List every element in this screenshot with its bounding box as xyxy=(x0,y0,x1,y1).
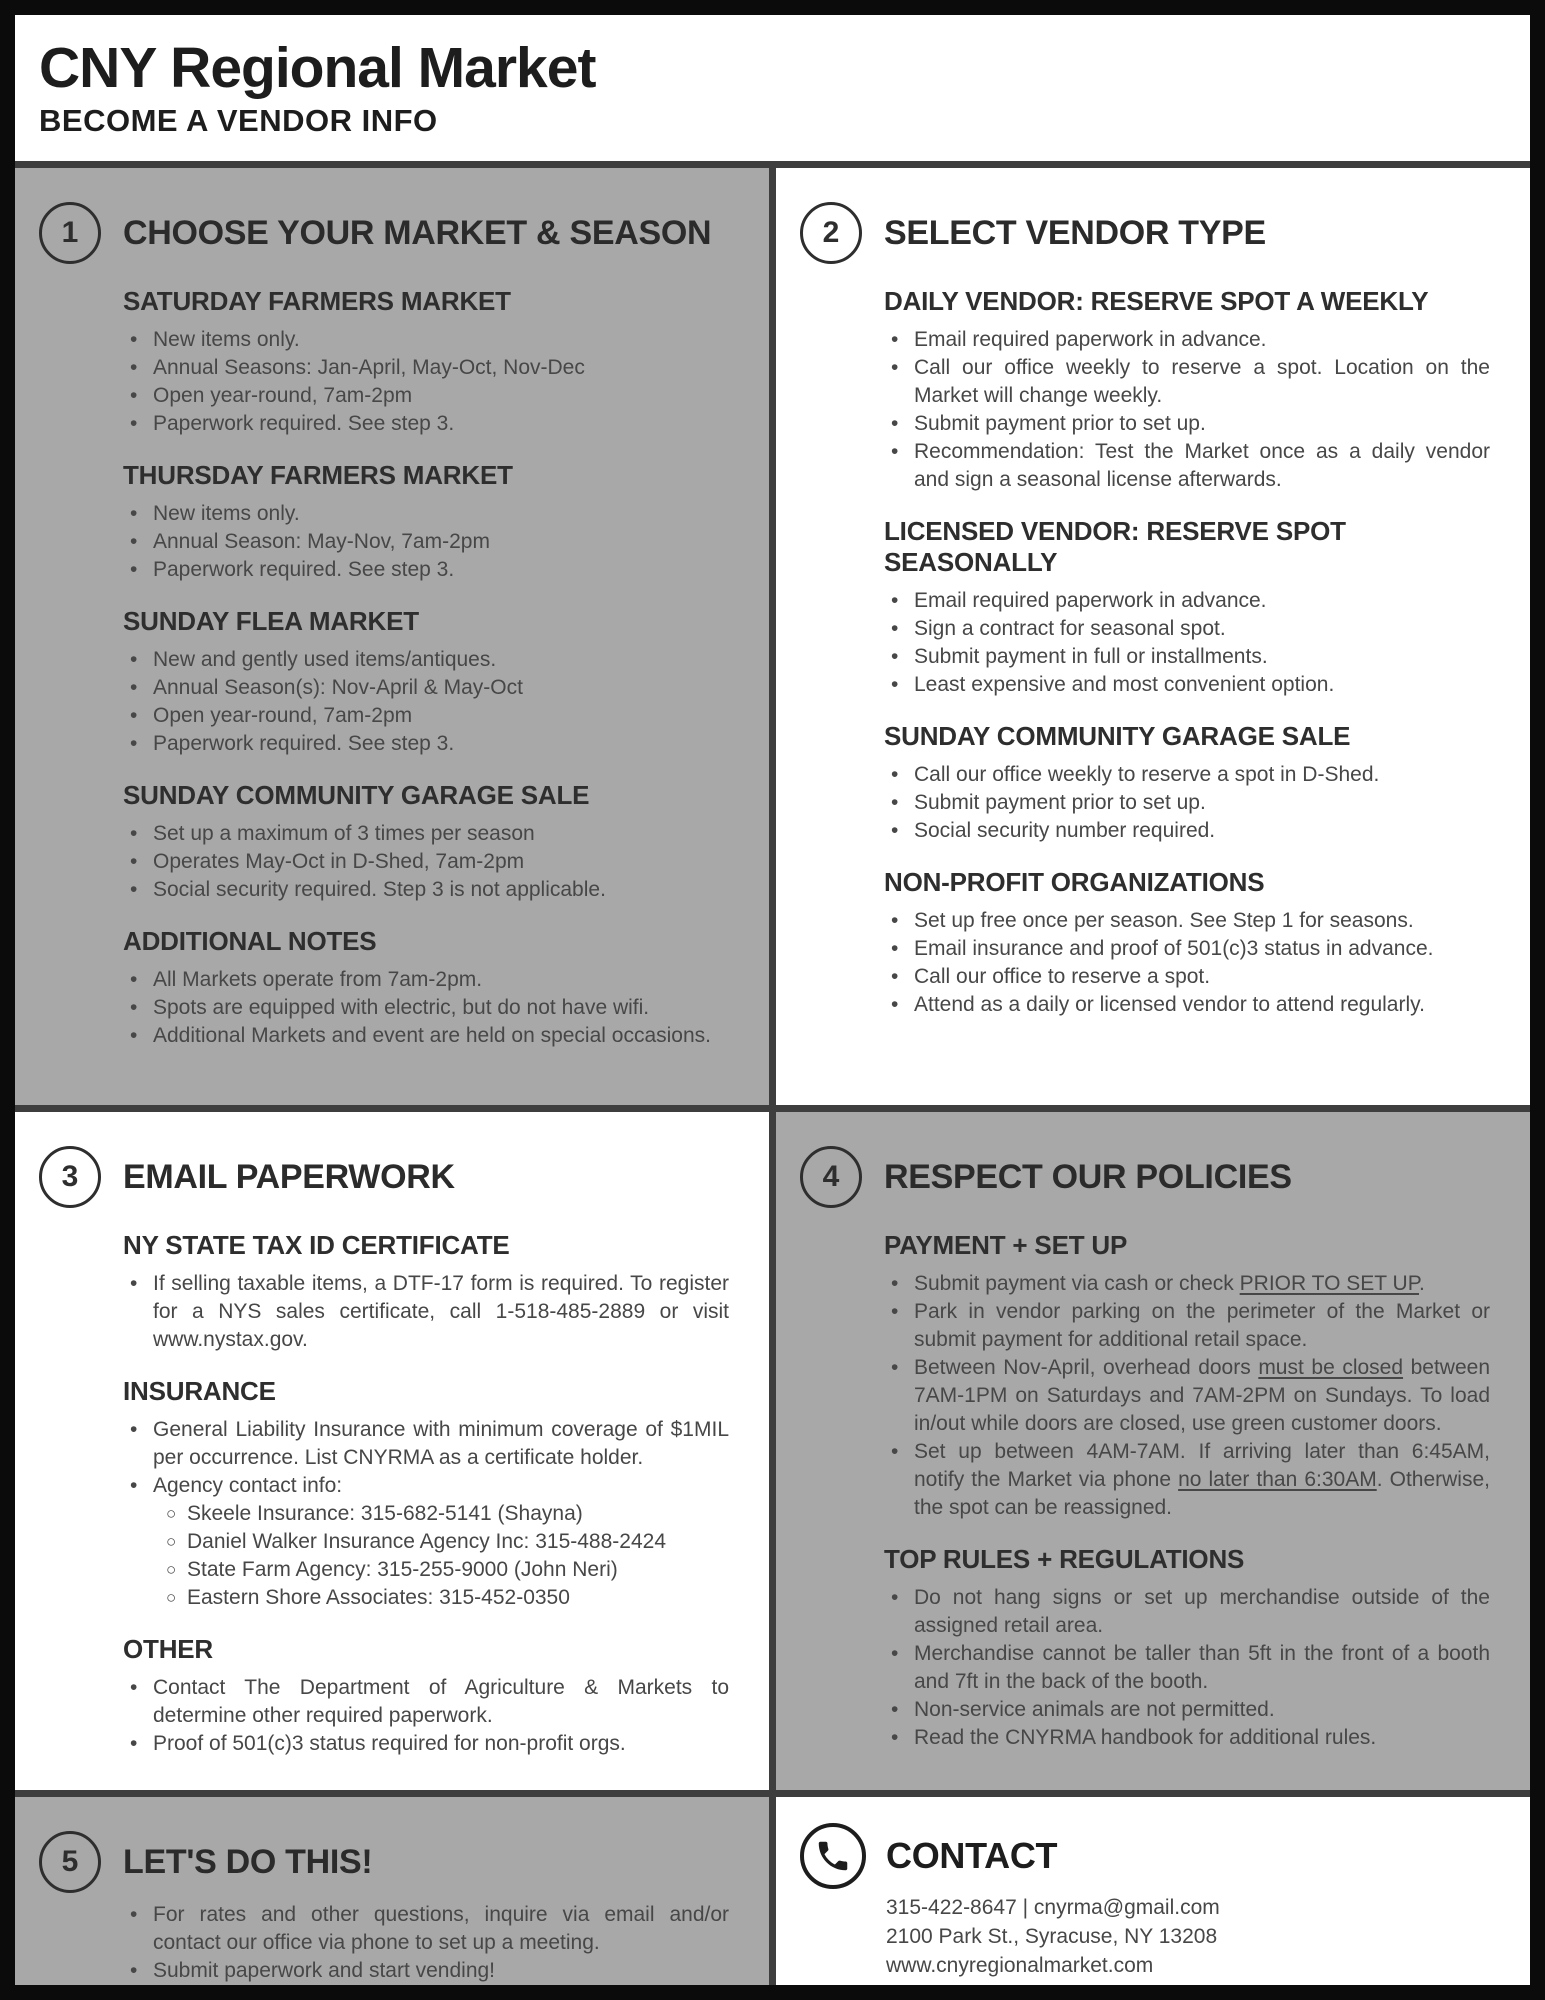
step-number-badge: 5 xyxy=(39,1831,101,1893)
sub-bullet-text: Daniel Walker Insurance Agency Inc: 315-488-2424 xyxy=(187,1530,667,1553)
bullet-item xyxy=(884,326,1490,354)
bullet-icon: • xyxy=(891,589,899,612)
section-body xyxy=(123,1901,729,1985)
bullet-item xyxy=(884,1584,1490,1640)
bullet-icon: • xyxy=(891,791,899,814)
flyer-inner xyxy=(15,15,1530,1985)
bullet-icon: • xyxy=(891,1300,899,1323)
sub-bullet-text: Eastern Shore Associates: 315-452-0350 xyxy=(187,1586,570,1609)
section-title: SELECT VENDOR TYPE xyxy=(884,213,1266,252)
bullet-text: Proof of 501(c)3 status required for non-profit orgs. xyxy=(153,1732,626,1755)
bullet-icon: • xyxy=(891,440,899,463)
sub-bullet-item xyxy=(159,1500,729,1528)
bullet-icon: • xyxy=(891,1698,899,1721)
bullet-item xyxy=(884,991,1490,1019)
bullet-item xyxy=(123,410,729,438)
section-cell-1 xyxy=(15,168,769,1105)
bullet-text: New items only. xyxy=(153,328,300,351)
sections-grid xyxy=(15,161,1530,1985)
bullet-icon: • xyxy=(891,645,899,668)
group-heading: TOP RULES + REGULATIONS xyxy=(884,1544,1245,1574)
bullet-icon: • xyxy=(891,328,899,351)
bullet-text: Set up free once per season. See Step 1 for seasons. xyxy=(914,909,1414,932)
group-heading: PAYMENT + SET UP xyxy=(884,1230,1128,1260)
bullet-item xyxy=(123,1472,729,1500)
bullet-item xyxy=(123,966,729,994)
bullet-icon: • xyxy=(891,617,899,640)
bullet-item xyxy=(123,674,729,702)
step-number-badge: 1 xyxy=(39,202,101,264)
bullet-text: Submit payment in full or installments. xyxy=(914,645,1268,668)
bullet-icon: • xyxy=(891,356,899,379)
sub-bullet-text: Skeele Insurance: 315-682-5141 (Shayna) xyxy=(187,1502,583,1525)
contact-phone-email: 315-422-8647 | cnyrma@gmail.com xyxy=(886,1896,1220,1919)
bullet-item xyxy=(884,438,1490,494)
group-heading: LICENSED VENDOR: RESERVE SPOT SEASONALLY xyxy=(884,516,1346,577)
bullet-item xyxy=(123,556,729,584)
section-body xyxy=(123,286,729,1050)
bullet-icon: • xyxy=(130,822,138,845)
bullet-item xyxy=(123,1416,729,1472)
bullet-item xyxy=(123,1674,729,1730)
bullet-icon: • xyxy=(891,965,899,988)
section-title: LET'S DO THIS! xyxy=(123,1842,373,1881)
bullet-text: Call our office weekly to reserve a spot. Location on the Market will change weekly. xyxy=(914,356,1490,407)
bullet-text: Set up a maximum of 3 times per season xyxy=(153,822,535,845)
bullet-item xyxy=(123,848,729,876)
contact-section xyxy=(776,1797,1530,1985)
bullet-icon: • xyxy=(130,676,138,699)
bullet-item xyxy=(123,500,729,528)
bullet-icon: • xyxy=(130,1418,138,1441)
bullet-text: For rates and other questions, inquire via email and/or contact our office via phone to set up a meeting. xyxy=(153,1903,729,1954)
section-title: CHOOSE YOUR MARKET & SEASON xyxy=(123,213,712,252)
bullet-icon: • xyxy=(130,1903,138,1926)
bullet-item xyxy=(884,671,1490,699)
bullet-item xyxy=(123,994,729,1022)
bullet-item xyxy=(884,1724,1490,1752)
bullet-item xyxy=(123,702,729,730)
bullet-text: Submit payment prior to set up. xyxy=(914,412,1206,435)
bullet-item xyxy=(123,646,729,674)
bullet-icon: • xyxy=(130,996,138,1019)
bullet-text: New and gently used items/antiques. xyxy=(153,648,497,671)
bullet-item xyxy=(884,354,1490,410)
group-heading: OTHER xyxy=(123,1634,214,1664)
bullet-text: All Markets operate from 7am-2pm. xyxy=(153,968,483,991)
bullet-item xyxy=(123,730,729,758)
group-heading: ADDITIONAL NOTES xyxy=(123,926,377,956)
bullet-item xyxy=(884,1438,1490,1522)
bullet-item xyxy=(884,643,1490,671)
section-title: RESPECT OUR POLICIES xyxy=(884,1157,1292,1196)
bullet-text: Recommendation: Test the Market once as a daily vendor and sign a seasonal license afterwards. xyxy=(914,440,1490,491)
bullet-text: Paperwork required. See step 3. xyxy=(153,412,455,435)
bullet-text: Annual Season(s): Nov-April & May-Oct xyxy=(153,676,523,699)
section-title: EMAIL PAPERWORK xyxy=(123,1157,455,1196)
bullet-text: Email required paperwork in advance. xyxy=(914,589,1267,612)
bullet-icon: • xyxy=(130,1959,138,1982)
bullet-text: Attend as a daily or licensed vendor to attend regularly. xyxy=(914,993,1425,1016)
bullet-icon: • xyxy=(130,648,138,671)
bullet-item xyxy=(123,820,729,848)
section-header xyxy=(800,202,1490,264)
bullet-text: Operates May-Oct in D-Shed, 7am-2pm xyxy=(153,850,525,873)
step-number-badge: 2 xyxy=(800,202,862,264)
bullet-item xyxy=(884,1696,1490,1724)
contact-header xyxy=(776,1797,1530,1889)
bullet-icon: • xyxy=(130,502,138,525)
bullet-icon: • xyxy=(130,1024,138,1047)
bullet-text: Annual Seasons: Jan-April, May-Oct, Nov-Dec xyxy=(153,356,585,379)
page-subtitle: BECOME A VENDOR INFO xyxy=(39,102,438,138)
bullet-item xyxy=(884,789,1490,817)
bullet-text: Email insurance and proof of 501(c)3 status in advance. xyxy=(914,937,1434,960)
bullet-text: Agency contact info: xyxy=(153,1474,343,1497)
section-cell-5 xyxy=(15,1797,769,1985)
bullet-text: Set up between 4AM-7AM. If arriving later than 6:45AM, notify the Market via phone no later than 6:30AM. Otherwise, the spot can be reassigned. xyxy=(914,1440,1490,1519)
bullet-icon: • xyxy=(130,384,138,407)
bullet-icon: • xyxy=(891,993,899,1016)
bullet-text: Additional Markets and event are held on special occasions. xyxy=(153,1024,711,1047)
group-heading: SATURDAY FARMERS MARKET xyxy=(123,286,511,316)
bullet-icon: • xyxy=(891,819,899,842)
bullet-item xyxy=(884,1270,1490,1298)
bullet-icon: • xyxy=(891,763,899,786)
group-heading: DAILY VENDOR: RESERVE SPOT A WEEKLY xyxy=(884,286,1429,316)
bullet-item xyxy=(884,963,1490,991)
section-body xyxy=(884,286,1490,1019)
bullet-icon: • xyxy=(130,1272,138,1295)
bullet-item xyxy=(884,761,1490,789)
circle-bullet-icon: ○ xyxy=(166,1504,177,1523)
section-cell-2 xyxy=(776,168,1530,1105)
bullet-text: Open year-round, 7am-2pm xyxy=(153,384,413,407)
bullet-text: Spots are equipped with electric, but do not have wifi. xyxy=(153,996,650,1019)
circle-bullet-icon: ○ xyxy=(166,1532,177,1551)
bullet-text: Read the CNYRMA handbook for additional rules. xyxy=(914,1726,1377,1749)
contact-website: www.cnyregionalmarket.com xyxy=(886,1954,1154,1977)
group-heading: SUNDAY FLEA MARKET xyxy=(123,606,419,636)
group-heading: INSURANCE xyxy=(123,1376,276,1406)
bullet-item xyxy=(123,354,729,382)
bullet-item xyxy=(884,907,1490,935)
bullet-item xyxy=(884,587,1490,615)
bullet-text: Annual Season: May-Nov, 7am-2pm xyxy=(153,530,490,553)
bullet-text: Do not hang signs or set up merchandise outside of the assigned retail area. xyxy=(914,1586,1490,1637)
bullet-item xyxy=(123,326,729,354)
bullet-text: Submit payment prior to set up. xyxy=(914,791,1206,814)
bullet-text: Sign a contract for seasonal spot. xyxy=(914,617,1226,640)
step-number-badge: 4 xyxy=(800,1146,862,1208)
bullet-icon: • xyxy=(891,1356,899,1379)
bullet-icon: • xyxy=(130,1732,138,1755)
section-body xyxy=(884,1230,1490,1752)
bullet-text: Submit paperwork and start vending! xyxy=(153,1959,496,1982)
bullet-item xyxy=(884,410,1490,438)
bullet-icon: • xyxy=(891,1642,899,1665)
sub-bullet-item xyxy=(159,1584,729,1612)
group-heading: NY STATE TAX ID CERTIFICATE xyxy=(123,1230,510,1260)
section-header xyxy=(800,1146,1490,1208)
contact-title: CONTACT xyxy=(886,1835,1058,1876)
bullet-icon: • xyxy=(130,412,138,435)
bullet-text: Merchandise cannot be taller than 5ft in the front of a booth and 7ft in the back of the booth. xyxy=(914,1642,1490,1693)
bullet-item xyxy=(123,1901,729,1957)
bullet-text: General Liability Insurance with minimum coverage of $1MIL per occurrence. List CNYRMA as a certificate holder. xyxy=(153,1418,729,1469)
bullet-item xyxy=(123,1022,729,1050)
page-title: CNY Regional Market xyxy=(39,36,596,100)
bullet-icon: • xyxy=(891,937,899,960)
bullet-text: Paperwork required. See step 3. xyxy=(153,732,455,755)
bullet-icon: • xyxy=(130,558,138,581)
contact-address: 2100 Park St., Syracuse, NY 13208 xyxy=(886,1925,1218,1948)
bullet-text: Paperwork required. See step 3. xyxy=(153,558,455,581)
bullet-icon: • xyxy=(891,1726,899,1749)
bullet-icon: • xyxy=(891,1586,899,1609)
bullet-item xyxy=(123,382,729,410)
bullet-item xyxy=(884,1354,1490,1438)
bullet-text: Between Nov-April, overhead doors must be closed between 7AM-1PM on Saturdays and 7AM-2PM on Sundays. To load in/out while doors are closed, use green customer doors. xyxy=(914,1356,1491,1435)
bullet-text: Submit payment via cash or check PRIOR TO SET UP. xyxy=(914,1272,1425,1295)
bullet-item xyxy=(123,1957,729,1985)
bullet-text: Contact The Department of Agriculture & Markets to determine other required paperwork. xyxy=(153,1676,729,1727)
bullet-icon: • xyxy=(130,850,138,873)
bullet-item xyxy=(884,615,1490,643)
bullet-item xyxy=(123,876,729,904)
bullet-text: Open year-round, 7am-2pm xyxy=(153,704,413,727)
bullet-icon: • xyxy=(130,968,138,991)
bullet-icon: • xyxy=(130,356,138,379)
bullet-item xyxy=(123,1730,729,1758)
section-header xyxy=(39,1831,729,1893)
bullet-icon: • xyxy=(130,1676,138,1699)
bullet-icon: • xyxy=(130,1474,138,1497)
bullet-icon: • xyxy=(130,732,138,755)
sub-bullet-item xyxy=(159,1528,729,1556)
step-number-badge: 3 xyxy=(39,1146,101,1208)
bullet-text: Non-service animals are not permitted. xyxy=(914,1698,1275,1721)
bullet-icon: • xyxy=(891,673,899,696)
bullet-item xyxy=(123,1270,729,1354)
bullet-text: Call our office to reserve a spot. xyxy=(914,965,1211,988)
section-header xyxy=(39,202,729,264)
contact-lines xyxy=(886,1893,1530,1980)
bullet-text: If selling taxable items, a DTF-17 form is required. To register for a NYS sales certificate, call 1-518-485-2889 or visit www.nystax.gov. xyxy=(153,1272,729,1351)
bullet-icon: • xyxy=(891,1440,899,1463)
bullet-icon: • xyxy=(130,704,138,727)
group-heading: SUNDAY COMMUNITY GARAGE SALE xyxy=(123,780,590,810)
bullet-item xyxy=(884,817,1490,845)
bullet-text: Social security number required. xyxy=(914,819,1216,842)
bullet-text: Email required paperwork in advance. xyxy=(914,328,1267,351)
circle-bullet-icon: ○ xyxy=(166,1588,177,1607)
bullet-icon: • xyxy=(891,909,899,932)
section-header xyxy=(39,1146,729,1208)
bullet-item xyxy=(884,1640,1490,1696)
bullet-text: Call our office weekly to reserve a spot in D-Shed. xyxy=(914,763,1380,786)
bullet-item xyxy=(123,528,729,556)
sub-bullet-text: State Farm Agency: 315-255-9000 (John Neri) xyxy=(187,1558,618,1581)
bullet-icon: • xyxy=(130,878,138,901)
section-cell-4 xyxy=(776,1112,1530,1790)
bullet-icon: • xyxy=(130,328,138,351)
bullet-icon: • xyxy=(130,530,138,553)
section-cell-3 xyxy=(15,1112,769,1790)
bullet-icon: • xyxy=(891,1272,899,1295)
group-heading: SUNDAY COMMUNITY GARAGE SALE xyxy=(884,721,1351,751)
bullet-text: Park in vendor parking on the perimeter of the Market or submit payment for additional retail space. xyxy=(914,1300,1490,1351)
bullet-item xyxy=(884,1298,1490,1354)
bullet-text: Least expensive and most convenient option. xyxy=(914,673,1335,696)
section-body xyxy=(123,1230,729,1758)
sub-bullet-item xyxy=(159,1556,729,1584)
group-heading: THURSDAY FARMERS MARKET xyxy=(123,460,513,490)
circle-bullet-icon: ○ xyxy=(166,1560,177,1579)
header xyxy=(15,15,1530,161)
bullet-item xyxy=(884,935,1490,963)
group-heading: NON-PROFIT ORGANIZATIONS xyxy=(884,867,1265,897)
bullet-text: Social security required. Step 3 is not applicable. xyxy=(153,878,606,901)
phone-icon xyxy=(800,1823,866,1889)
bullet-text: New items only. xyxy=(153,502,300,525)
bullet-icon: • xyxy=(891,412,899,435)
